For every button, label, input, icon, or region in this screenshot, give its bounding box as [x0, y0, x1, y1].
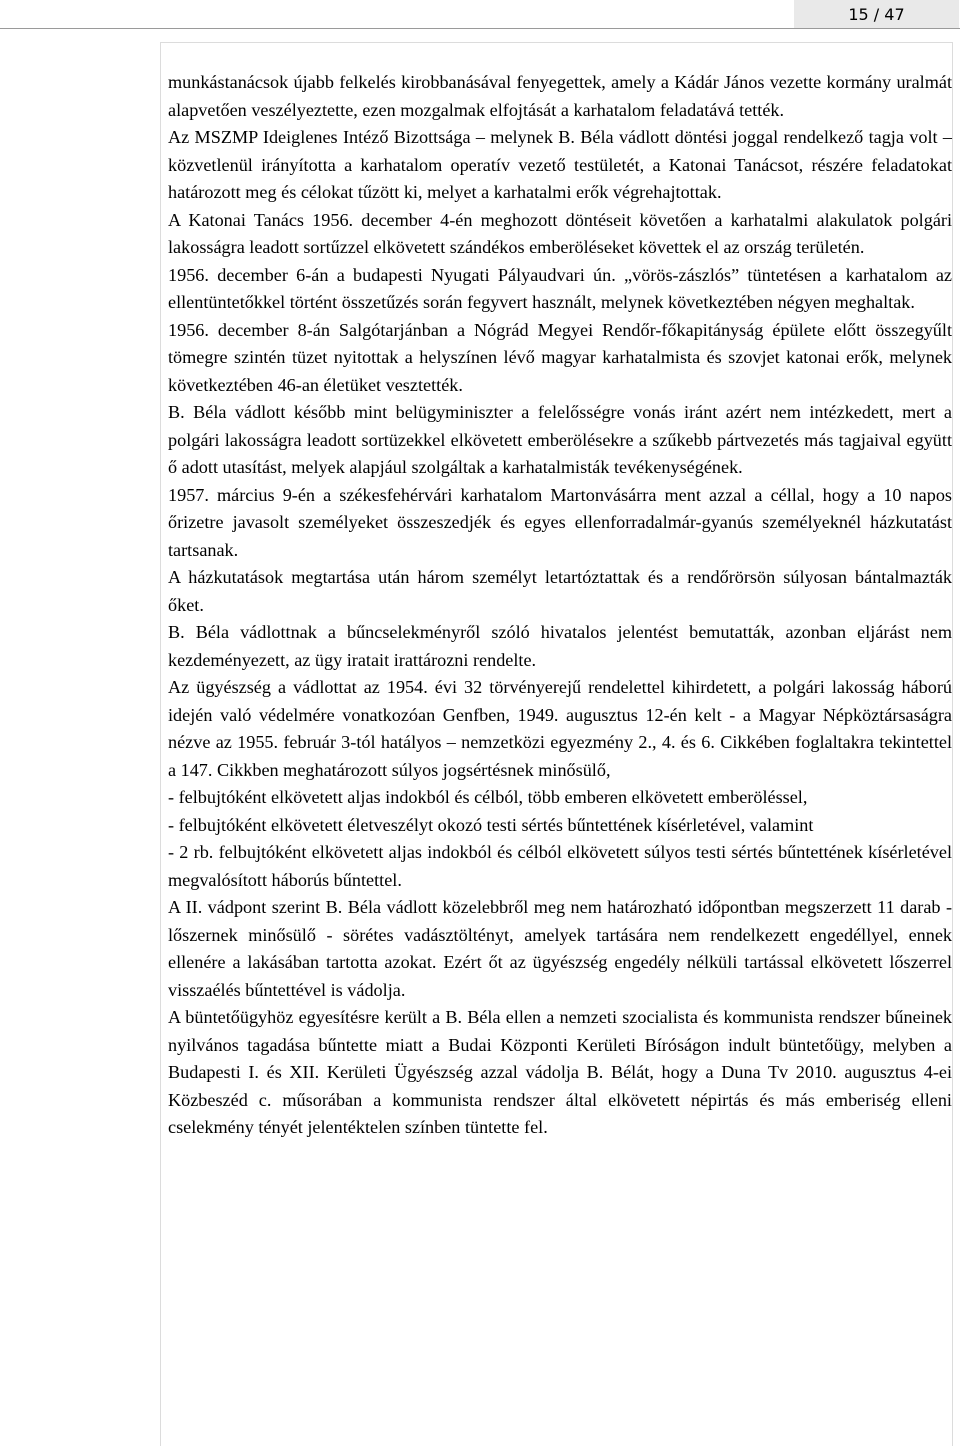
list-item: - 2 rb. felbujtóként elkövetett aljas indokból és célból elkövetett súlyos testi sértés bűntettének kísérletével megvalósított háborús bűntettel.	[168, 842, 952, 890]
paragraph: 1956. december 6-án a budapesti Nyugati Pályaudvari ún. „vörös-zászlós” tüntetésen a karhatalom az ellentüntetőkkel történt összetűzés során fegyvert használt, melynek következtében négyen meghaltak.	[168, 264, 952, 312]
paragraph: A II. vádpont szerint B. Béla vádlott közelebbről meg nem határozható időpontban megszerzett 11 darab - lőszernek minősülő - sörétes vadásztöltényt, amelyek tartására nem rendelkezett engedéllyel, ennek ellenére a lakásában tartotta azokat. Ezért őt az ügyészség engedély nélküli tartással elkövetett lőszerrel visszaélés bűntettével is vádolja.	[168, 897, 952, 1000]
paragraph: Az MSZMP Ideiglenes Intéző Bizottsága – melynek B. Béla vádlott döntési joggal rendelkező tagja volt – közvetlenül irányította a karhatalom operatív vezető testületét, a Katonai Tanácsot, részére feladatokat határozott meg és célokat tűzött ki, melyet a karhatalmi erők végrehajtottak.	[168, 127, 952, 202]
page-header	[0, 0, 960, 29]
document-body	[168, 69, 952, 1142]
page-frame-top	[160, 42, 953, 43]
paragraph: A büntetőügyhöz egyesítésre került a B. Béla ellen a nemzeti szocialista és kommunista rendszer bűneinek nyilvános tagadása bűntette miatt a Budai Központi Kerületi Bíróságon indult büntetőügy, melyben a Budapesti I. és XII. Kerületi Ügyészség azzal vádolja B. Bélát, hogy a Duna Tv 2010. augusztus 4-ei Közbeszéd c. műsorában a kommunista rendszer által elkövetett népirtás és más emberiség elleni cselekmény tényét jelentéktelen színben tüntette fel.	[168, 1007, 952, 1137]
page-number: 15 / 47	[794, 0, 959, 28]
paragraph: 1957. március 9-én a székesfehérvári karhatalom Martonvásárra ment azzal a céllal, hogy a 10 napos őrizetre javasolt személyeket összeszedjék és egyes ellenforradalmár-gyanús személyeknél házkutatást tartsanak.	[168, 484, 952, 560]
paragraph: 1956. december 8-án Salgótarjánban a Nógrád Megyei Rendőr-főkapitányság épülete előtt összegyűlt tömegre szintén tüzet nyitottak a helyszínen lévő magyar karhatalmista és szovjet katonai erők, melynek következtében 46-an életüket vesztették.	[168, 319, 952, 395]
paragraph: B. Béla vádlott később mint belügyminiszter a felelősségre vonás iránt azért nem intézkedett, mert a polgári lakosságra leadott sortüzekkel elkövetett emberölésekre a szűkebb pártvezetés más tagjaival együtt ő adott utasítást, melyek alapjául szolgáltak a karhatalmisták tevékenységének.	[168, 402, 952, 477]
paragraph: A Katonai Tanács 1956. december 4-én meghozott döntéseit követően a karhatalmi alakulatok polgári lakosságra leadott sortűzzel elkövetett szándékos emberöléseket követtek el az ország területén.	[168, 209, 952, 257]
paragraph: Az ügyészség a vádlottat az 1954. évi 32 törvényerejű rendelettel kihirdetett, a polgári lakosság háború idején való védelmére vonatkozóan Genfben, 1949. augusztus 12-én kelt - a Magyar Népköztársaságra nézve az 1955. február 3-tól hatályos – nemzetközi egyezmény 2., 4. és 6. Cikkében foglaltakra tekintettel a 147. Cikkben meghatározott súlyos jogsértésnek minősülő,	[168, 677, 952, 780]
list-item: - felbujtóként elkövetett aljas indokból és célból, több emberen elkövetett emberöléssel,	[168, 787, 808, 807]
paragraph: A házkutatások megtartása után három személyt letartóztattak és a rendőrörsön súlyosan bántalmazták őket.	[168, 567, 952, 615]
paragraph: munkástanácsok újabb felkelés kirobbanásával fenyegettek, amely a Kádár János vezette kormány uralmát alapvetően veszélyeztette, ezen mozgalmak elfojtását a karhatalom feladatává tették.	[168, 72, 952, 120]
list-item: - felbujtóként elkövetett életveszélyt okozó testi sértés bűntettének kísérletével, valamint	[168, 814, 814, 835]
paragraph: B. Béla vádlottnak a bűncselekményről szóló hivatalos jelentést bemutatták, azonban eljárást nem kezdeményezett, az ügy iratait irattározni rendelte.	[168, 622, 952, 670]
page-frame-right	[952, 42, 953, 1446]
page-frame-left	[160, 42, 161, 1446]
